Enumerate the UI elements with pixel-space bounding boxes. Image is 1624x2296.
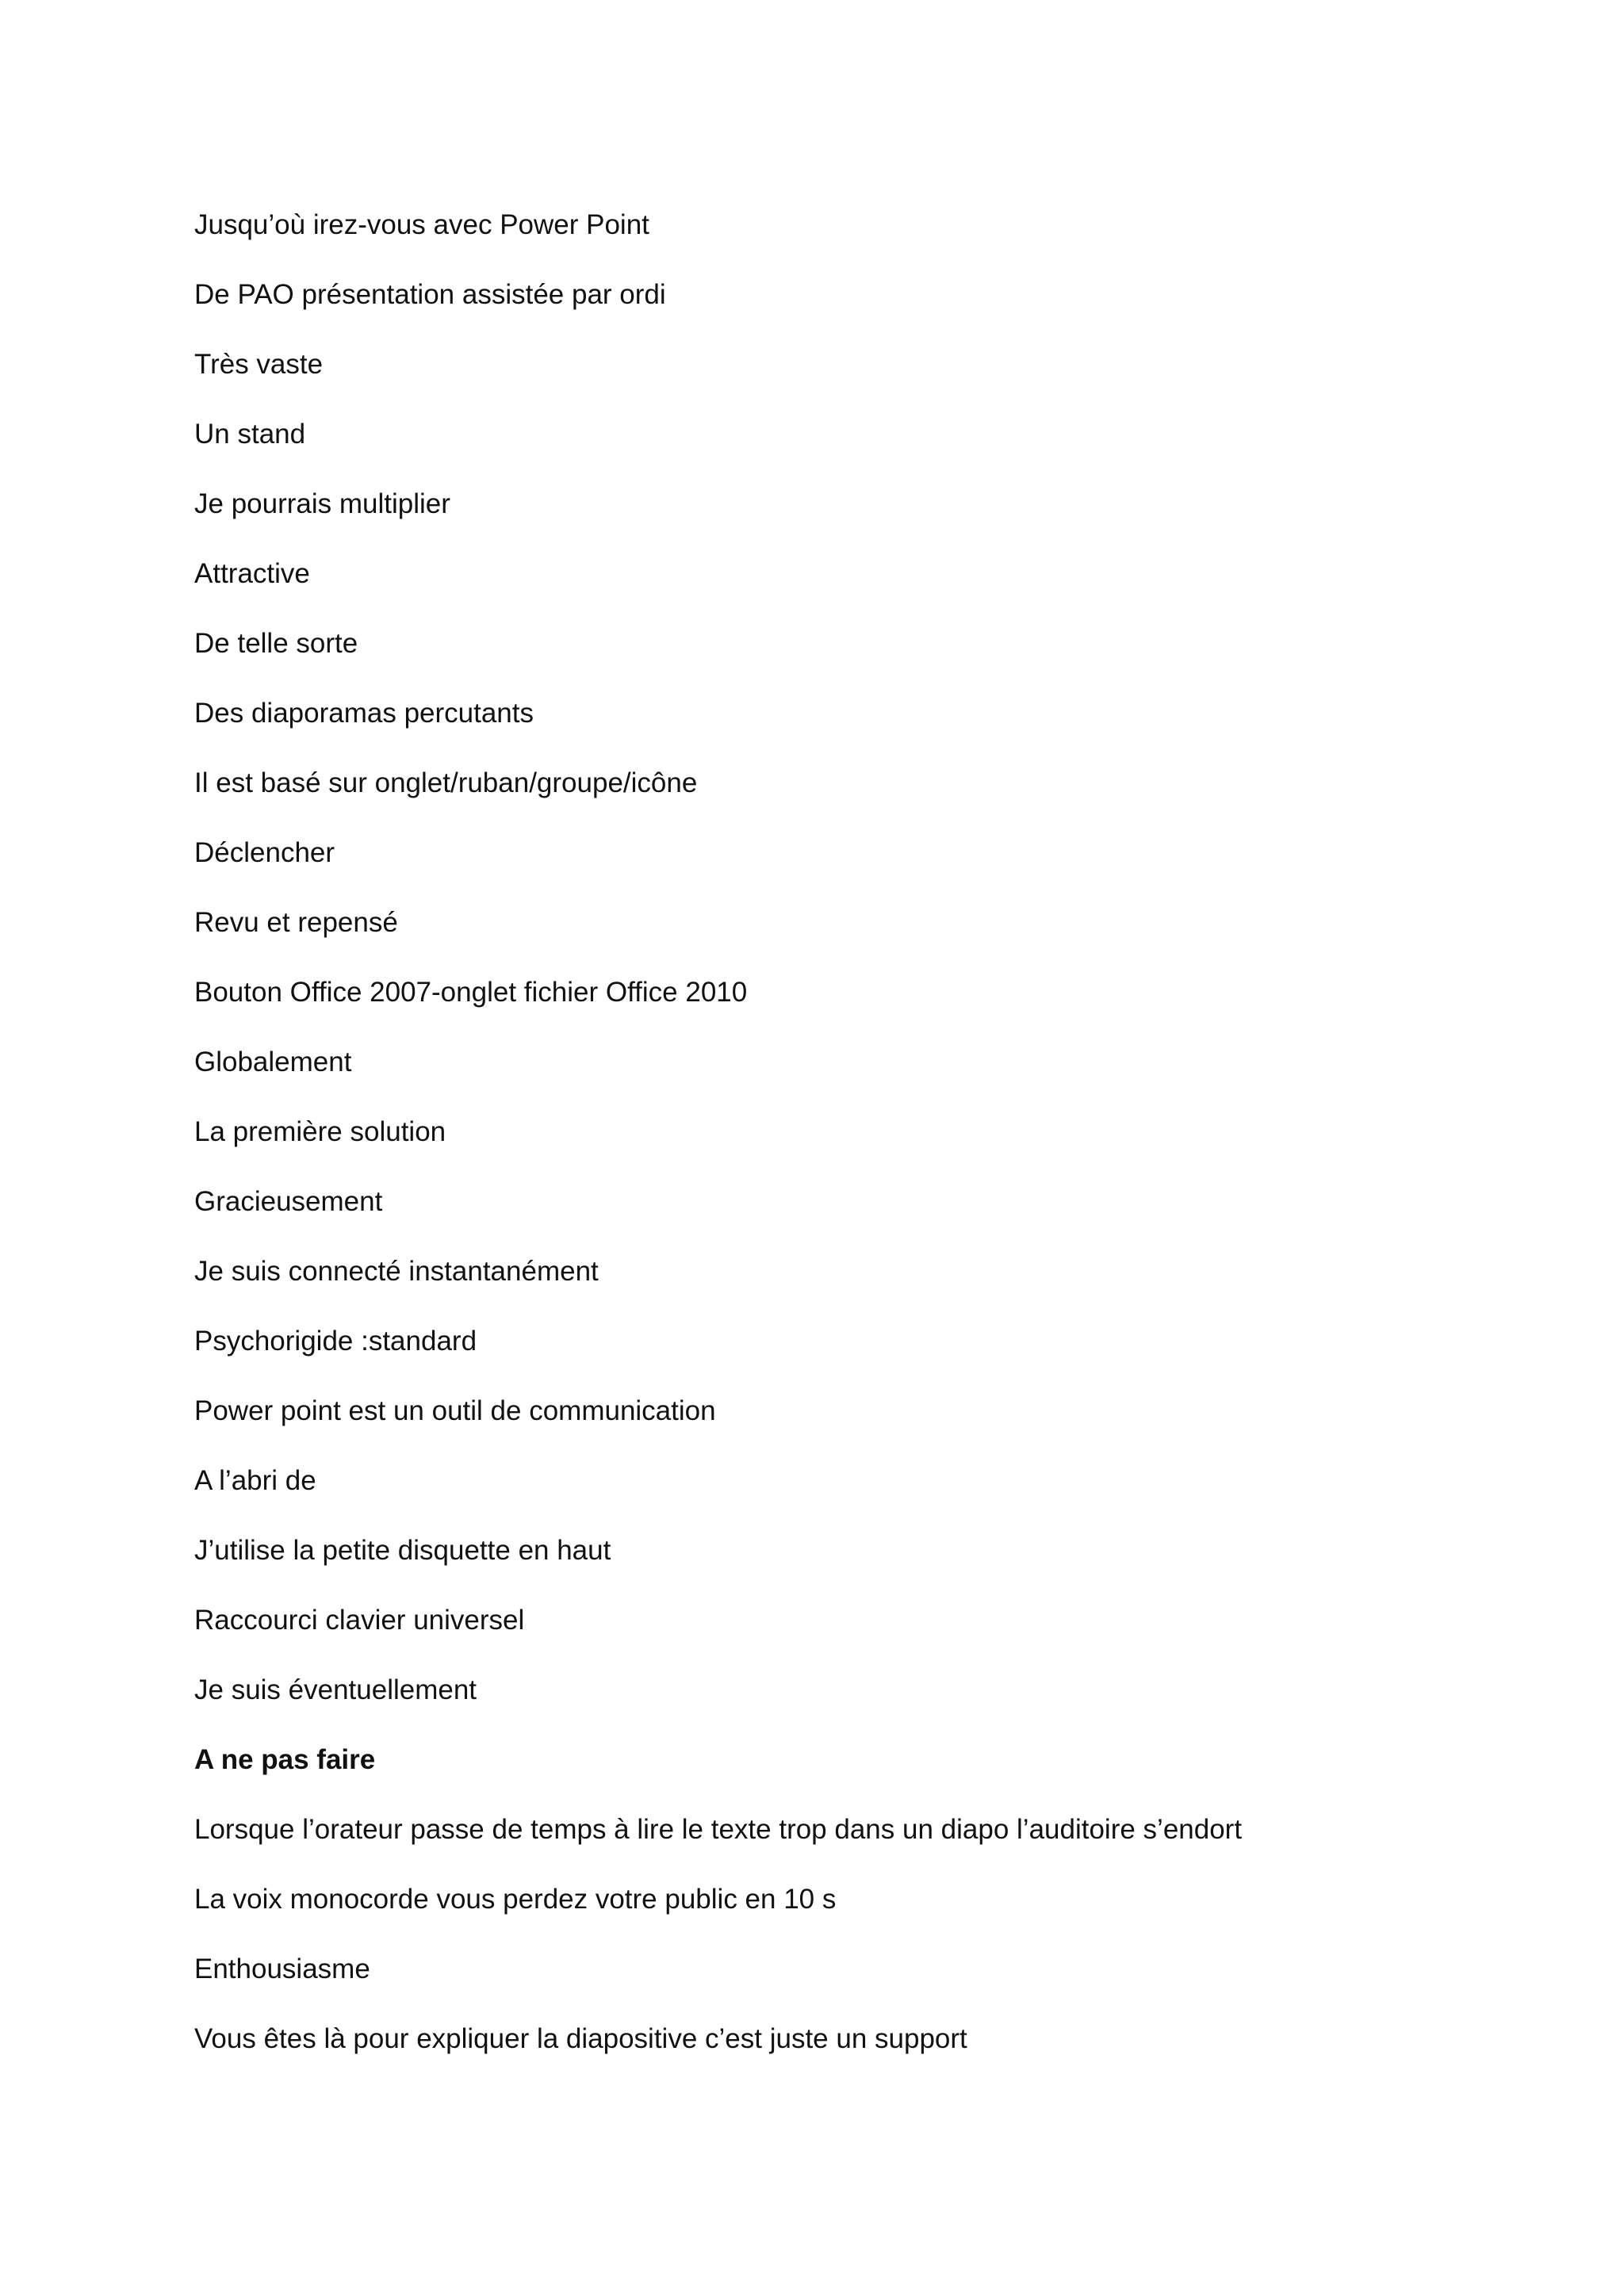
text-line: Il est basé sur onglet/ruban/groupe/icône <box>194 767 698 798</box>
text-line: Un stand <box>194 419 306 450</box>
text-line: Globalement <box>194 1047 352 1077</box>
text-line: La première solution <box>194 1116 446 1147</box>
text-line: Revu et repensé <box>194 907 398 938</box>
text-line: Gracieusement <box>194 1186 383 1217</box>
text-line: Raccourci clavier universel <box>194 1605 525 1636</box>
text-line: A l’abri de <box>194 1465 316 1496</box>
text-line: Je suis éventuellement <box>194 1674 477 1705</box>
text-line: Jusqu’où irez-vous avec Power Point <box>194 209 649 240</box>
text-line: Psychorigide :standard <box>194 1326 477 1357</box>
text-line: Je pourrais multiplier <box>194 488 450 519</box>
text-line: De telle sorte <box>194 628 358 659</box>
section-heading: A ne pas faire <box>194 1744 376 1775</box>
text-line: Vous êtes là pour expliquer la diapositive c’est juste un support <box>194 2023 967 2054</box>
text-line: Enthousiasme <box>194 1954 370 1984</box>
text-line: Déclencher <box>194 837 335 868</box>
text-line: J’utilise la petite disquette en haut <box>194 1535 611 1566</box>
text-line: Lorsque l’orateur passe de temps à lire le texte trop dans un diapo l’auditoire s’endort <box>194 1814 1243 1845</box>
text-line: Je suis connecté instantanément <box>194 1256 599 1287</box>
text-line: La voix monocorde vous perdez votre public en 10 s <box>194 1884 837 1915</box>
text-line: Power point est un outil de communication <box>194 1395 716 1426</box>
text-lines <box>194 190 1542 2074</box>
text-line: Bouton Office 2007-onglet fichier Office 2010 <box>194 977 748 1008</box>
text-line: Attractive <box>194 558 310 589</box>
text-line: De PAO présentation assistée par ordi <box>194 279 666 310</box>
text-line: Très vaste <box>194 349 324 380</box>
text-line: Des diaporamas percutants <box>194 698 534 729</box>
